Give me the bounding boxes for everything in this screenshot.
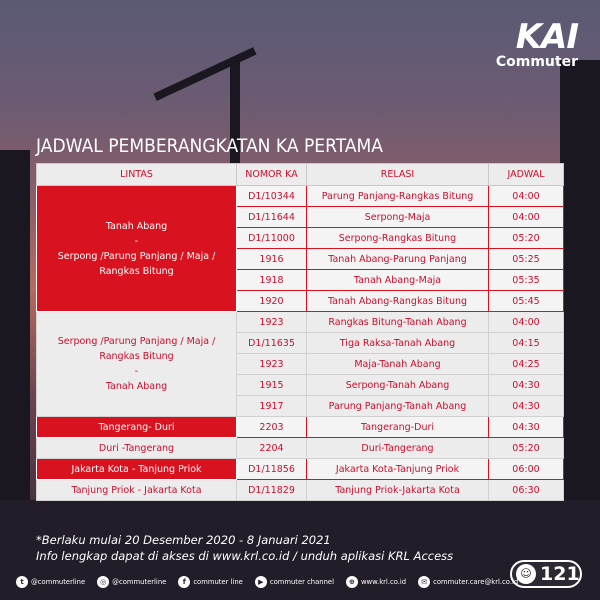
cell-nomor-ka: 2203 xyxy=(237,417,307,438)
lintas-line: Tanjung Priok - Jakarta Kota xyxy=(71,484,202,496)
cell-lintas xyxy=(37,186,237,312)
lintas-line: - xyxy=(134,235,139,247)
footer-item-mail[interactable] xyxy=(418,576,518,588)
cell-nomor-ka: 1923 xyxy=(237,312,307,333)
footer-label: commuter channel xyxy=(269,578,334,586)
call-center-number: 121 xyxy=(540,563,580,585)
footer-label: @commuterline xyxy=(31,578,86,586)
cell-jadwal: 04:30 xyxy=(489,417,564,438)
cell-relasi: Tanah Abang-Maja xyxy=(307,270,489,291)
cell-jadwal: 04:15 xyxy=(489,333,564,354)
mail-icon: ✉ xyxy=(418,576,430,588)
face-icon: ☺ xyxy=(516,564,536,584)
lintas-line: - xyxy=(134,366,139,377)
schedule-table xyxy=(36,163,564,501)
youtube-icon: ▶ xyxy=(255,576,267,588)
cell-jadwal: 04:30 xyxy=(489,375,564,396)
header-lintas: LINTAS xyxy=(37,164,237,186)
cell-nomor-ka: 1916 xyxy=(237,249,307,270)
lintas-line: Tangerang- Duri xyxy=(98,421,175,433)
cell-nomor-ka: D1/11635 xyxy=(237,333,307,354)
table-row xyxy=(37,186,564,207)
footer-item-facebook[interactable] xyxy=(178,576,243,588)
lintas-line: Serpong /Parung Panjang / Maja / xyxy=(57,250,216,262)
cell-relasi: Serpong-Rangkas Bitung xyxy=(307,228,489,249)
cell-relasi: Parung Panjang-Tanah Abang xyxy=(307,396,489,417)
cell-relasi: Tanjung Priok-Jakarta Kota xyxy=(307,480,489,501)
cell-jadwal: 05:20 xyxy=(489,438,564,459)
lintas-line: Rangkas Bitung xyxy=(99,351,174,362)
header-relasi: RELASI xyxy=(307,164,489,186)
page-title: JADWAL PEMBERANGKATAN KA PERTAMA xyxy=(36,135,383,157)
cell-nomor-ka: 1918 xyxy=(237,270,307,291)
lintas-line: Serpong /Parung Panjang / Maja / xyxy=(57,336,216,347)
validity-note: *Berlaku mulai 20 Desember 2020 - 8 Januari 2021 xyxy=(36,533,331,547)
info-note: Info lengkap dapat di akses di www.krl.co.id / unduh aplikasi KRL Access xyxy=(36,549,454,563)
cell-lintas xyxy=(37,312,237,417)
footer-label: commuter line xyxy=(193,578,243,586)
cell-lintas xyxy=(37,459,237,480)
table-row xyxy=(37,480,564,501)
footer-label: commuter.care@krl.co.id xyxy=(433,578,519,586)
cell-relasi: Tanah Abang-Parung Panjang xyxy=(307,249,489,270)
cell-relasi: Rangkas Bitung-Tanah Abang xyxy=(307,312,489,333)
cell-nomor-ka: 1920 xyxy=(237,291,307,312)
cell-jadwal: 05:35 xyxy=(489,270,564,291)
cell-lintas xyxy=(37,438,237,459)
twitter-icon: t xyxy=(16,576,28,588)
cell-relasi: Duri-Tangerang xyxy=(307,438,489,459)
cell-relasi: Maja-Tanah Abang xyxy=(307,354,489,375)
lintas-line: Jakarta Kota - Tanjung Priok xyxy=(71,463,202,475)
footer-item-instagram[interactable] xyxy=(97,576,166,588)
facebook-icon: f xyxy=(178,576,190,588)
cell-jadwal: 06:00 xyxy=(489,459,564,480)
cell-jadwal: 05:25 xyxy=(489,249,564,270)
cell-jadwal: 05:20 xyxy=(489,228,564,249)
cell-nomor-ka: D1/10344 xyxy=(237,186,307,207)
footer-item-web[interactable] xyxy=(346,576,406,588)
cell-jadwal: 06:30 xyxy=(489,480,564,501)
footer-item-twitter[interactable] xyxy=(16,576,85,588)
cell-relasi: Tangerang-Duri xyxy=(307,417,489,438)
web-icon: ⊕ xyxy=(346,576,358,588)
instagram-icon: ◎ xyxy=(97,576,109,588)
lintas-line: Tanah Abang xyxy=(105,381,168,392)
crane-silhouette xyxy=(153,47,256,101)
cell-jadwal: 04:25 xyxy=(489,354,564,375)
table-row xyxy=(37,417,564,438)
cell-jadwal: 04:30 xyxy=(489,396,564,417)
cell-jadwal: 04:00 xyxy=(489,186,564,207)
cell-nomor-ka: D1/11856 xyxy=(237,459,307,480)
logo-mark: KAI xyxy=(515,17,578,57)
cell-nomor-ka: D1/11644 xyxy=(237,207,307,228)
footer-item-youtube[interactable] xyxy=(255,576,334,588)
header-jadwal: JADWAL xyxy=(489,164,564,186)
cell-nomor-ka: 1917 xyxy=(237,396,307,417)
lintas-line: Tanah Abang xyxy=(105,220,168,232)
footer-label: @commuterline xyxy=(112,578,167,586)
footer-label: www.krl.co.id xyxy=(360,578,407,586)
cell-nomor-ka: 1915 xyxy=(237,375,307,396)
cell-relasi: Parung Panjang-Rangkas Bitung xyxy=(307,186,489,207)
lintas-line: Rangkas Bitung xyxy=(99,265,174,277)
table-header-row xyxy=(37,164,564,186)
header-nomor-ka: NOMOR KA xyxy=(237,164,307,186)
cell-lintas xyxy=(37,417,237,438)
cell-jadwal: 04:00 xyxy=(489,312,564,333)
cell-relasi: Tiga Raksa-Tanah Abang xyxy=(307,333,489,354)
cell-nomor-ka: 2204 xyxy=(237,438,307,459)
cell-relasi: Serpong-Maja xyxy=(307,207,489,228)
cell-nomor-ka: D1/11829 xyxy=(237,480,307,501)
cell-relasi: Jakarta Kota-Tanjung Priok xyxy=(307,459,489,480)
table-row xyxy=(37,312,564,333)
cell-relasi: Serpong-Tanah Abang xyxy=(307,375,489,396)
lintas-line: Duri -Tangerang xyxy=(98,442,175,454)
cell-nomor-ka: 1923 xyxy=(237,354,307,375)
table-row xyxy=(37,459,564,480)
cell-nomor-ka: D1/11000 xyxy=(237,228,307,249)
logo-subtitle: Commuter xyxy=(495,54,578,70)
kai-commuter-logo xyxy=(495,17,578,70)
table-row xyxy=(37,438,564,459)
cell-jadwal: 05:45 xyxy=(489,291,564,312)
call-center-badge xyxy=(510,560,582,588)
cell-jadwal: 04:00 xyxy=(489,207,564,228)
cell-lintas xyxy=(37,480,237,501)
cell-relasi: Tanah Abang-Rangkas Bitung xyxy=(307,291,489,312)
notes xyxy=(36,532,453,564)
